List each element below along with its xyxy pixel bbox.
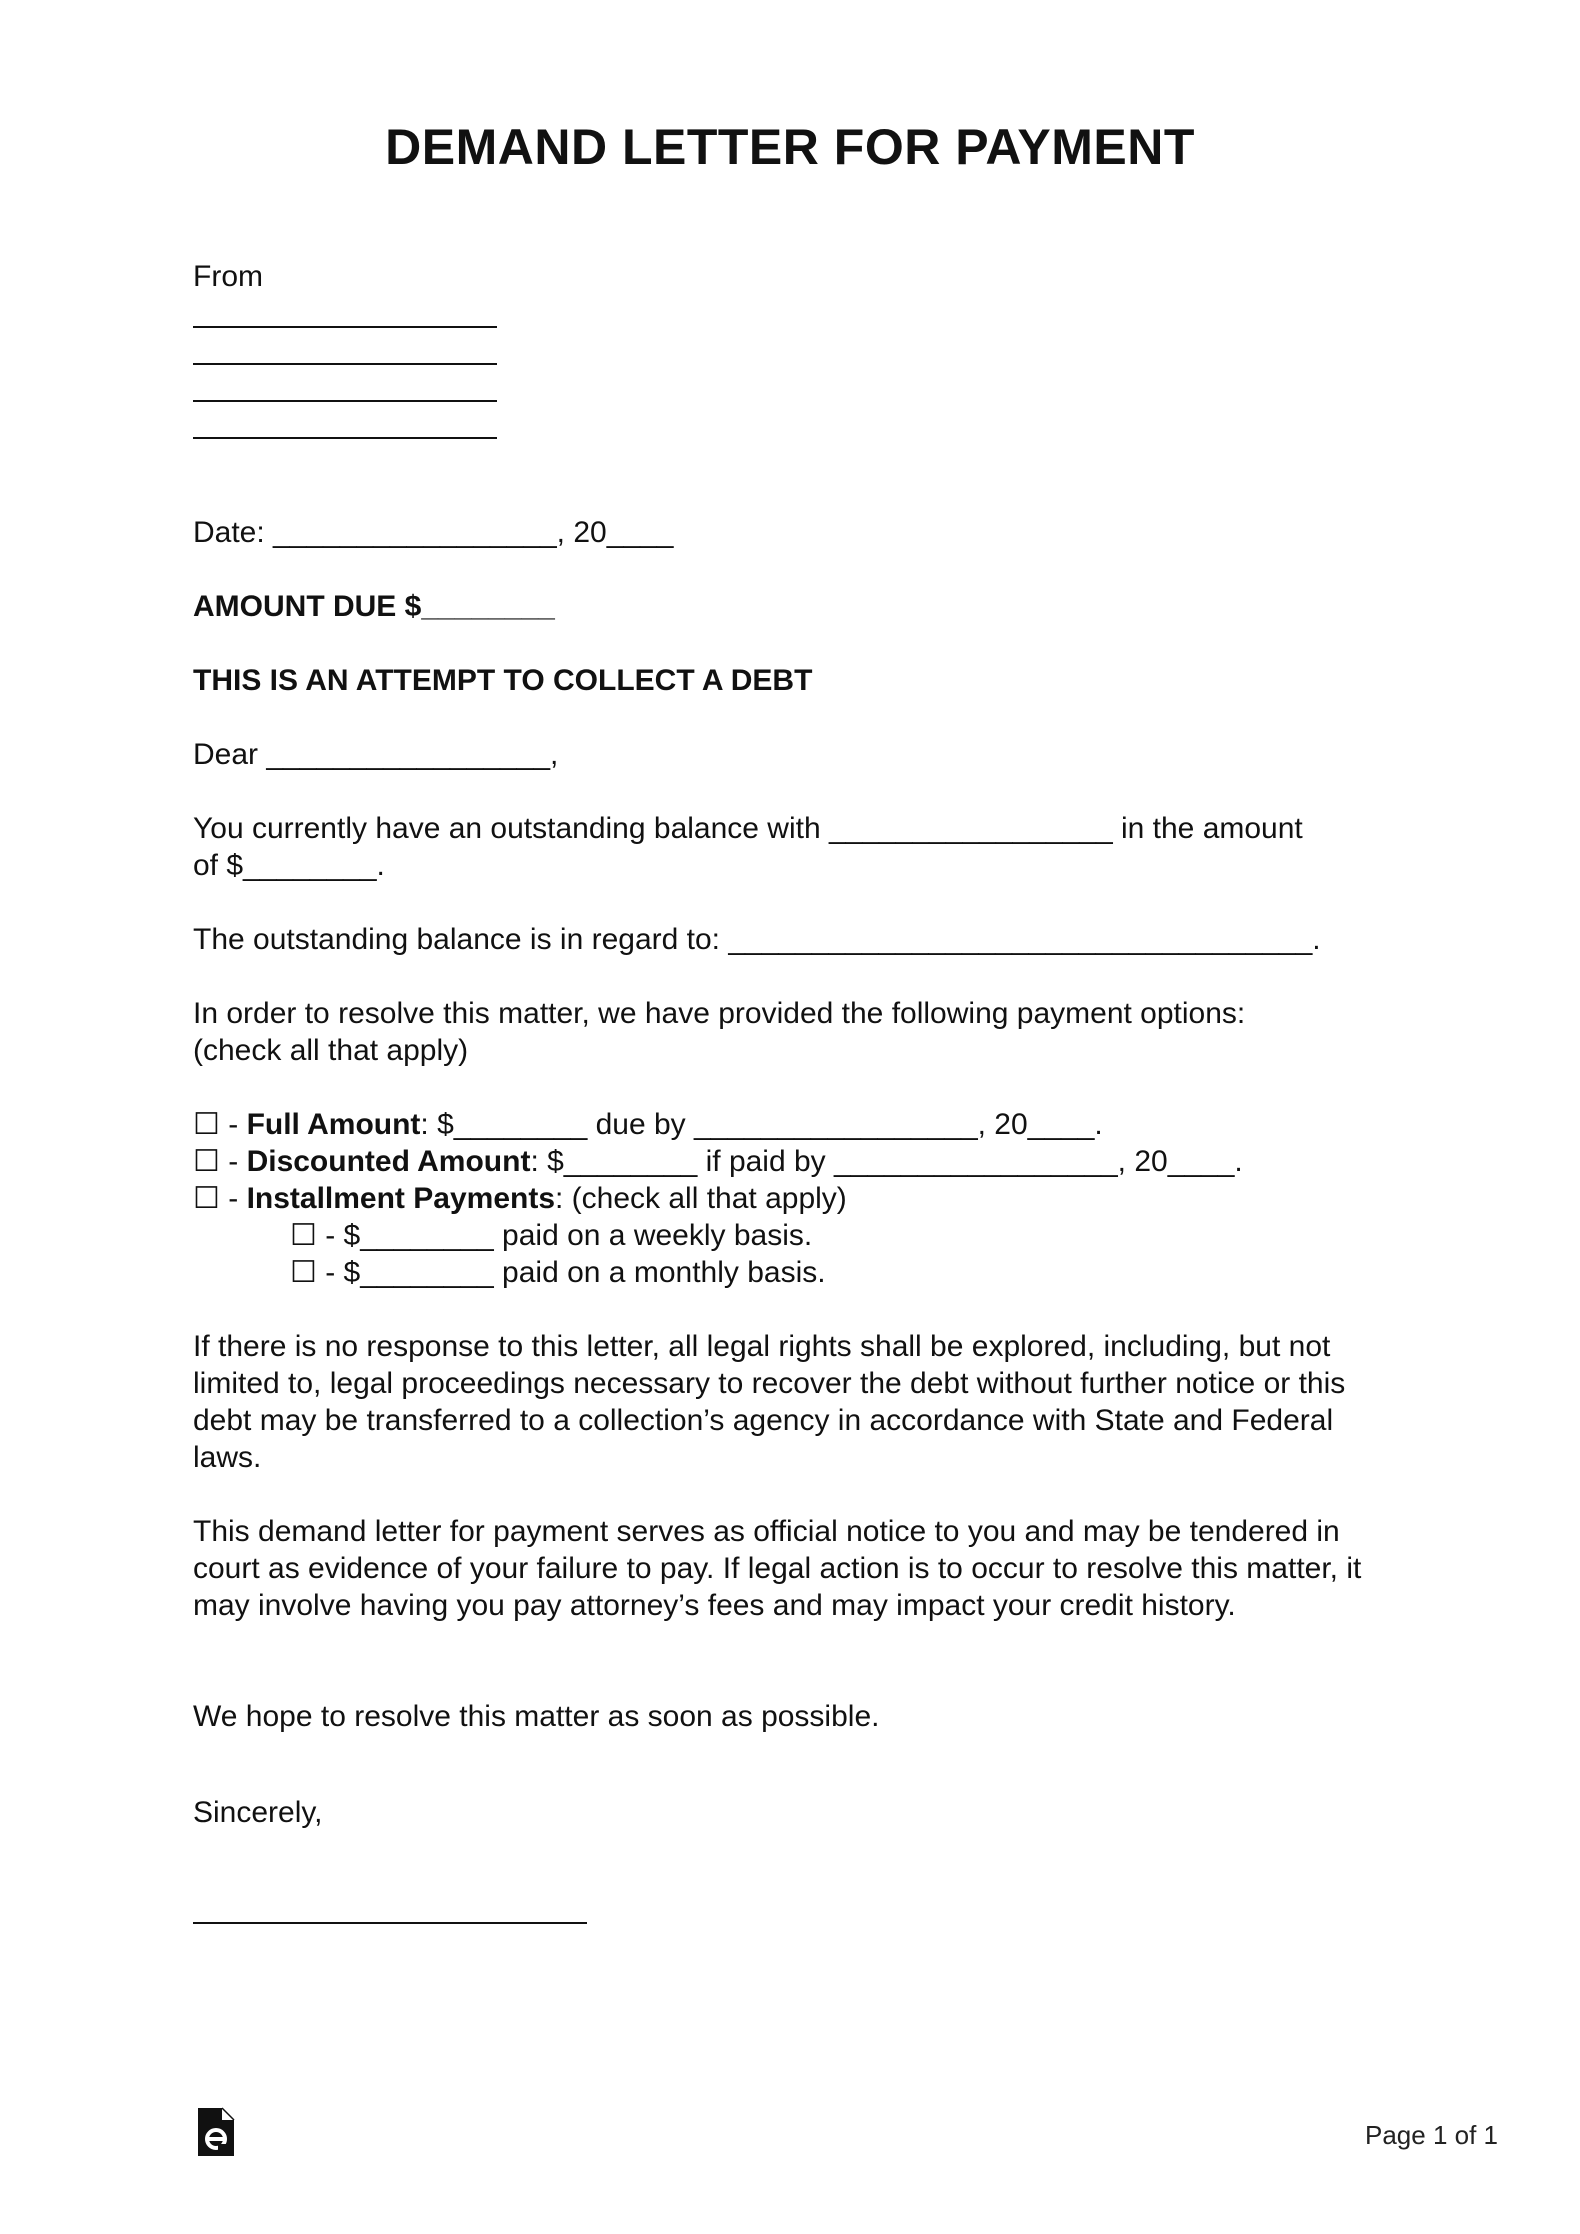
- option-full-amount: [193, 1106, 1103, 1143]
- amount-due: AMOUNT DUE $________: [193, 590, 555, 623]
- balance-line-1: You currently have an outstanding balance with _________________ in the amount: [193, 812, 1303, 845]
- salutation: Dear _________________,: [193, 738, 559, 771]
- regard-line: The outstanding balance is in regard to: ___________________________________.: [193, 923, 1321, 956]
- debt-notice: THIS IS AN ATTEMPT TO COLLECT A DEBT: [193, 664, 813, 697]
- option-monthly: ☐ - $________ paid on a monthly basis.: [290, 1256, 826, 1289]
- option-discounted-text: : $________ if paid by _________________, 20____.: [530, 1145, 1243, 1178]
- from-label: From: [193, 260, 263, 293]
- balance-line-2: of $________.: [193, 849, 385, 882]
- hope-line: We hope to resolve this matter as soon as possible.: [193, 1700, 880, 1733]
- signature-line: [193, 1922, 587, 1924]
- from-blank-line-4: [193, 437, 497, 439]
- option-full-label: Full Amount: [246, 1108, 421, 1141]
- eforms-logo-icon: [196, 2106, 236, 2158]
- option-discounted-checkbox[interactable]: ☐ -: [193, 1145, 247, 1178]
- date-line: Date: _________________, 20____: [193, 516, 674, 549]
- option-discounted-amount: [193, 1143, 1243, 1180]
- option-installment-payments: [193, 1180, 847, 1217]
- option-weekly: ☐ - $________ paid on a weekly basis.: [290, 1219, 813, 1252]
- from-blank-line-2: [193, 363, 497, 365]
- option-full-text: : $________ due by _________________, 20____.: [420, 1108, 1103, 1141]
- closing: Sincerely,: [193, 1796, 323, 1829]
- from-blank-line-3: [193, 400, 497, 402]
- notice-paragraph: This demand letter for payment serves as official notice to you and may be tendered in court as evidence of your failure to pay. If legal action is to occur to resolve this matter, it may involve having you pay attorney’s fees and may impact your credit history.: [193, 1515, 1362, 1622]
- option-installment-checkbox[interactable]: ☐ -: [193, 1182, 247, 1215]
- from-blank-line-1: [193, 326, 497, 328]
- option-installment-label: Installment Payments: [246, 1182, 555, 1215]
- page-number: Page 1 of 1: [1365, 2120, 1498, 2150]
- document-title: DEMAND LETTER FOR PAYMENT: [385, 119, 1195, 175]
- option-full-checkbox[interactable]: ☐ -: [193, 1108, 247, 1141]
- options-intro-line-2: (check all that apply): [193, 1034, 469, 1067]
- option-discounted-label: Discounted Amount: [246, 1145, 531, 1178]
- options-intro-line-1: In order to resolve this matter, we have provided the following payment options:: [193, 997, 1246, 1030]
- legal-paragraph: If there is no response to this letter, all legal rights shall be explored, including, but not limited to, legal proceedings necessary to recover the debt without further notice or this debt may be transferred to a collection’s agency in accordance with State and Federal laws.: [193, 1330, 1346, 1474]
- option-installment-text: : (check all that apply): [555, 1182, 847, 1215]
